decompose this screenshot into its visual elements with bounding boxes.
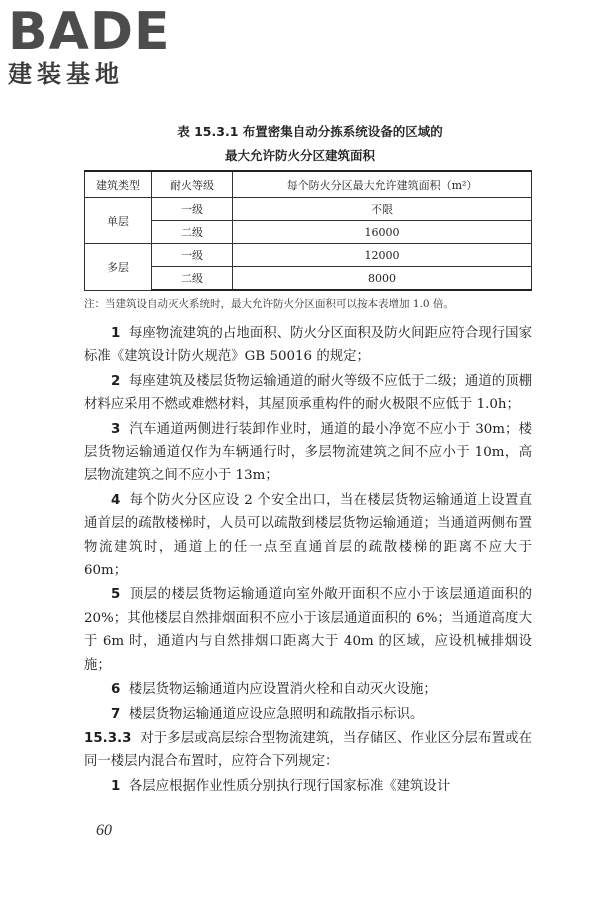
item-number: 3 xyxy=(111,421,121,437)
table-row xyxy=(85,221,532,244)
list-item xyxy=(84,775,532,798)
item-number: 7 xyxy=(111,706,121,722)
item-text: 每座建筑及楼层货物运输通道的耐火等级不应低于二级；通道的顶棚材料应采用不燃或难燃材料，其屋顶承重构件的耐火极限不应低于 1.0h； xyxy=(84,373,532,413)
logo-wordmark: BADE xyxy=(8,2,171,62)
list-item xyxy=(84,678,532,701)
item-text: 各层应根据作业性质分别执行现行国家标准《建筑设计 xyxy=(128,778,451,794)
item-text: 汽车通道两侧进行装卸作业时，通道的最小净宽不应小于 30m；楼层货物运输通道仅作为车辆通行时，多层物流建筑之间不应小于 10m，高层物流建筑之间不应小于 13m； xyxy=(84,421,532,484)
cell-fire-grade: 一级 xyxy=(152,198,233,221)
cell-max-area: 16000 xyxy=(233,221,532,244)
list-item xyxy=(84,418,532,488)
fire-zone-area-table xyxy=(84,170,532,291)
list-item xyxy=(84,489,532,583)
cell-max-area: 不限 xyxy=(233,198,532,221)
list-item xyxy=(84,370,532,417)
table-row xyxy=(85,198,532,221)
item-number: 6 xyxy=(111,682,121,698)
table-caption-line1: 表 15.3.1 布置密集自动分拣系统设备的区域的 xyxy=(177,124,443,139)
table-caption-line2: 最大允许防火分区建筑面积 xyxy=(224,148,375,163)
header-fire-grade: 耐火等级 xyxy=(152,171,233,198)
item-number: 5 xyxy=(111,587,121,603)
table-row xyxy=(85,267,532,291)
item-number: 1 xyxy=(111,778,121,794)
item-text: 顶层的楼层货物运输通道向室外敞开面积不应小于该层通道面积的 20%；其他楼层自然排烟面积不应小于该层通道面积的 6%；当通道高度大于 6m 时，通道内与自然排烟口距离大于 40m 的区域，应设机械排烟设施； xyxy=(84,587,533,673)
clause-text: 对于多层或高层综合型物流建筑，当存储区、作业区分层布置或在同一楼层内混合布置时，应符合下列规定： xyxy=(84,730,533,770)
table-row xyxy=(85,244,532,267)
header-building-type: 建筑类型 xyxy=(85,171,152,198)
item-number: 1 xyxy=(111,326,121,341)
cell-building-type: 单层 xyxy=(85,198,152,244)
item-number: 2 xyxy=(111,373,121,389)
cell-fire-grade: 二级 xyxy=(152,221,233,244)
header-max-area: 每个防火分区最大允许建筑面积（m²） xyxy=(233,171,532,198)
bade-logo xyxy=(8,2,178,88)
logo-subtitle: 建装基地 xyxy=(8,60,124,88)
list-item xyxy=(84,322,532,369)
cell-fire-grade: 二级 xyxy=(152,267,233,291)
cell-max-area: 12000 xyxy=(233,244,532,267)
item-text: 每个防火分区应设 2 个安全出口，当在楼层货物运输通道上设置直通首层的疏散楼梯时，人员可以疏散到楼层货物运输通道；当通道两侧布置物流建筑时，通道上的任一点至直通首层的疏散楼梯的距离不应大于 60m； xyxy=(84,492,533,579)
table-header-row xyxy=(85,171,532,198)
list-item xyxy=(84,583,532,677)
clause-15-3-3 xyxy=(84,727,532,774)
item-number: 4 xyxy=(111,492,121,508)
item-text: 楼层货物运输通道应设应急照明和疏散指示标识。 xyxy=(128,706,424,722)
page-number: 60 xyxy=(96,822,112,839)
item-text: 楼层货物运输通道内应设置消火栓和自动灭火设施； xyxy=(128,682,437,698)
item-text: 每座物流建筑的占地面积、防火分区面积及防火间距应符合现行国家标准《建筑设计防火规范》GB 50016 的规定； xyxy=(84,326,532,365)
cell-building-type: 多层 xyxy=(85,244,152,291)
list-item xyxy=(84,703,532,726)
clause-number: 15.3.3 xyxy=(84,730,132,746)
cell-fire-grade: 一级 xyxy=(152,244,233,267)
document-body xyxy=(84,322,532,799)
cell-max-area: 8000 xyxy=(233,267,532,291)
table-note: 注：当建筑设自动灭火系统时，最大允许防火分区面积可以按本表增加 1.0 倍。 xyxy=(84,298,454,310)
